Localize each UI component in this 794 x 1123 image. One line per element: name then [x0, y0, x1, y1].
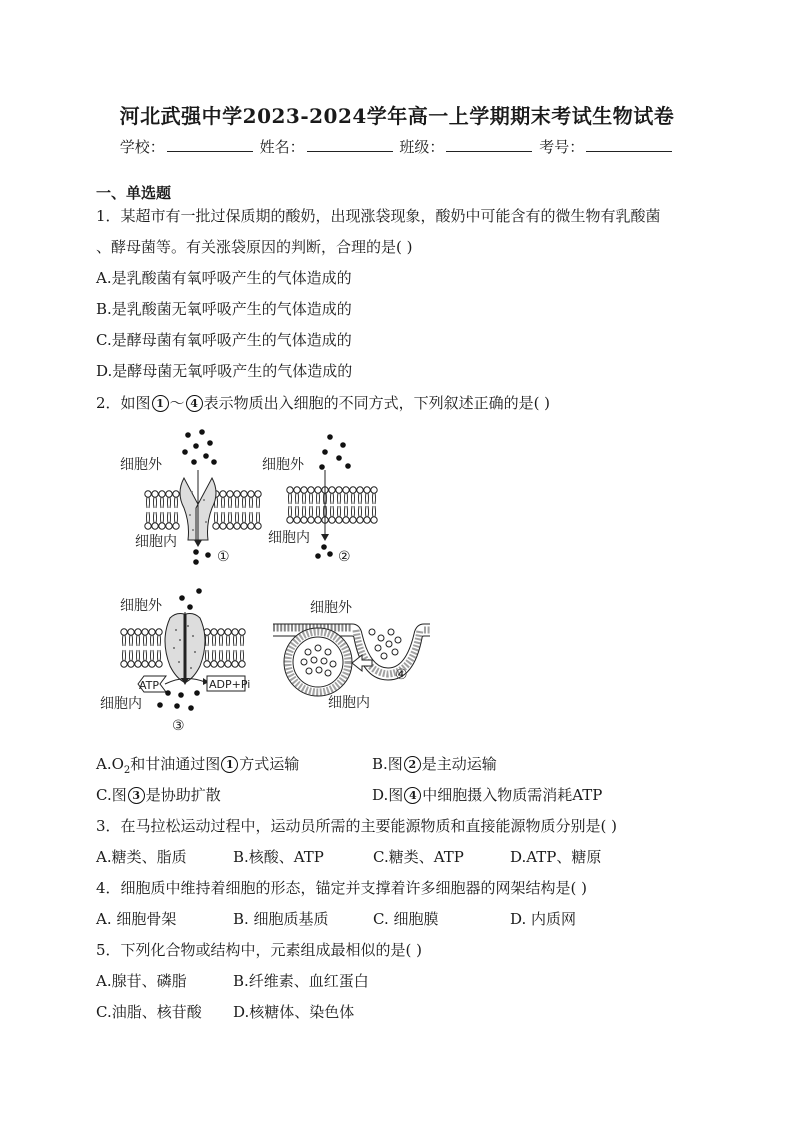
circled-number: 4: [186, 395, 203, 412]
q1-option-d: D.是酵母菌无氧呼吸产生的气体造成的: [96, 362, 353, 380]
q4-option-d: D. 内质网: [510, 910, 577, 928]
school-label: 学校：: [119, 138, 165, 156]
panel-number-3: ③: [172, 718, 185, 734]
circled-number: 1: [221, 756, 238, 773]
q5-option-a: A.腺苷、磷脂: [96, 972, 187, 990]
adp-label: ADP+Pi: [209, 678, 251, 691]
q2-stem: 2．如图 1 ～ 4 表示物质出入细胞的不同方式，下列叙述正确的是( ): [96, 394, 551, 412]
exam-title: 河北武强中学2023-2024学年高一上学期期末考试生物试卷: [119, 104, 675, 128]
q3-stem: 3．在马拉松运动过程中，运动员所需的主要能源物质和直接能源物质分别是( ): [96, 817, 618, 835]
circled-number: 3: [128, 787, 145, 804]
label-outside-3: 细胞外: [120, 598, 162, 614]
q3-option-c: C.糖类、ATP: [373, 848, 464, 866]
q5-option-b: B.纤维素、血红蛋白: [233, 972, 369, 990]
section-heading: 一、单选题: [96, 184, 172, 202]
circled-number: 4: [404, 787, 421, 804]
q3-option-b: B.核酸、ATP: [233, 848, 324, 866]
q5-option-c: C.油脂、核苷酸: [96, 1003, 202, 1021]
q2-option-d: D.图 4 中细胞摄入物质需消耗ATP: [372, 786, 603, 804]
name-label: 姓名：: [259, 138, 305, 156]
class-label: 班级：: [399, 138, 445, 156]
label-outside-4: 细胞外: [310, 600, 352, 616]
panel-number-4: ④: [395, 667, 408, 683]
q1-option-b: B.是乳酸菌无氧呼吸产生的气体造成的: [96, 300, 352, 318]
school-blank[interactable]: [167, 137, 253, 152]
membrane-transport-figure: [0, 420, 794, 750]
q1-option-a: A.是乳酸菌有氧呼吸产生的气体造成的: [96, 269, 352, 287]
panel-2-diffusion: [262, 434, 377, 565]
panel-4-endocytosis: [273, 600, 430, 711]
q3-option-a: A.糖类、脂质: [96, 848, 187, 866]
q1-stem-line1: 1．某超市有一批过保质期的酸奶，出现涨袋现象，酸奶中可能含有的微生物有乳酸菌: [96, 207, 661, 225]
student-info-line: [0, 136, 794, 157]
label-inside-3: 细胞内: [100, 696, 142, 712]
number-blank[interactable]: [586, 137, 672, 152]
class-blank[interactable]: [446, 137, 532, 152]
label-outside-2: 细胞外: [262, 457, 304, 473]
number-label: 考号：: [539, 138, 585, 156]
q4-stem: 4．细胞质中维持着细胞的形态，锚定并支撑着许多细胞器的网架结构是( ): [96, 879, 588, 897]
q4-option-a: A. 细胞骨架: [96, 910, 177, 928]
name-blank[interactable]: [307, 137, 393, 152]
panel-1-channel: [120, 429, 261, 565]
q4-option-b: B. 细胞质基质: [233, 910, 329, 928]
q2-option-b: B.图 2 是主动运输: [372, 755, 497, 773]
q2-option-a: $A.O_2$和甘油通过图 1 方式运输: [96, 755, 300, 776]
panel-number-1: ①: [217, 549, 230, 565]
q1-stem-line2: 、酵母菌等。有关涨袋原因的判断，合理的是( ): [96, 238, 413, 256]
q3-option-d: D.ATP、糖原: [510, 848, 602, 866]
atp-label: ATP: [139, 679, 160, 692]
label-inside-2: 细胞内: [268, 530, 310, 546]
q1-option-c: C.是酵母菌有氧呼吸产生的气体造成的: [96, 331, 352, 349]
panel-3-active-transport: [100, 588, 250, 734]
label-inside-1: 细胞内: [135, 534, 177, 550]
label-inside-4: 细胞内: [328, 695, 370, 711]
q5-option-d: D.核糖体、染色体: [233, 1003, 355, 1021]
label-outside-1: 细胞外: [120, 457, 162, 473]
q2-option-c: C.图 3 是协助扩散: [96, 786, 221, 804]
panel-number-2: ②: [338, 549, 351, 565]
circled-number: 2: [404, 756, 421, 773]
circled-number: 1: [152, 395, 169, 412]
q4-option-c: C. 细胞膜: [373, 910, 439, 928]
q5-stem: 5．下列化合物或结构中，元素组成最相似的是( ): [96, 941, 423, 959]
